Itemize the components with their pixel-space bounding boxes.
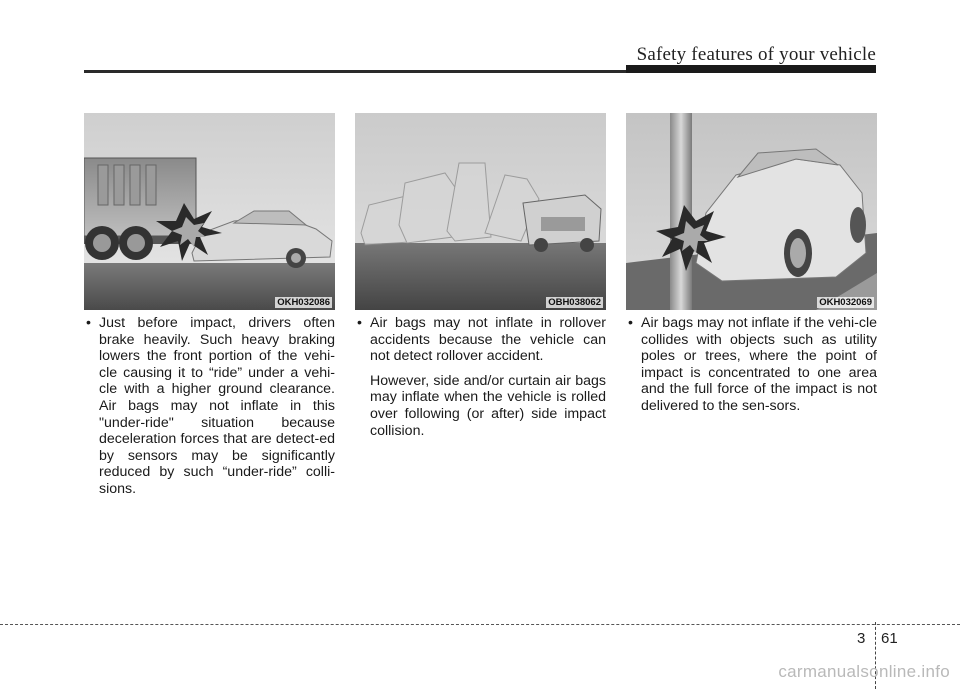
list-item-text: Just before impact, drivers often brake heavily. Such heavy braking lowers the front portion of the vehi-cle causing it to “ride” under a vehi-cle with a higher ground clearance. Air bags may not inflate in this "under-ride" situation because deceleration forces that are detect-ed by sensors may be significantly reduced by such “under-ride” colli-sions. — [99, 315, 335, 497]
bullet-marker: • — [628, 315, 633, 331]
text-column-rollover — [355, 315, 606, 453]
figure-code: OKH032086 — [277, 297, 330, 308]
watermark: carmanualsonline.info — [778, 662, 950, 681]
figure-under-ride — [84, 113, 335, 310]
footer-rule — [0, 624, 960, 625]
list-item — [355, 315, 606, 365]
list-item-text: Air bags may not inflate in rollover accidents because the vehicle can not detect rollover accident. — [370, 315, 606, 365]
figure-rollover — [355, 113, 606, 310]
paragraph-note: However, side and/or curtain air bags may inflate when the vehicle is rolled over following (or after) side impact collision. — [370, 372, 606, 439]
under-ride-collision-illustration — [84, 113, 335, 310]
text-column-under-ride — [84, 315, 335, 498]
figure-pole — [626, 113, 877, 310]
list-item-text: Air bags may not inflate if the vehi-cle collides with objects such as utility poles or trees, where the point of impact is concentrated to one area and the full force of the impact is not delivered to the sen-sors. — [641, 315, 877, 414]
list-item — [84, 315, 335, 498]
page-number: 61 — [881, 630, 898, 647]
figure-code: OBH038062 — [548, 297, 601, 308]
text-column-pole — [626, 315, 877, 415]
list-item — [626, 315, 877, 415]
bullet-marker: • — [86, 315, 91, 331]
bullet-marker: • — [357, 315, 362, 331]
page-section-title: Safety features of your vehicle — [636, 44, 876, 65]
rollover-illustration — [355, 113, 606, 310]
header-rule-accent — [626, 65, 876, 73]
pole-collision-illustration — [626, 113, 877, 310]
figure-code: OKH032069 — [819, 297, 872, 308]
chapter-number: 3 — [857, 630, 866, 647]
